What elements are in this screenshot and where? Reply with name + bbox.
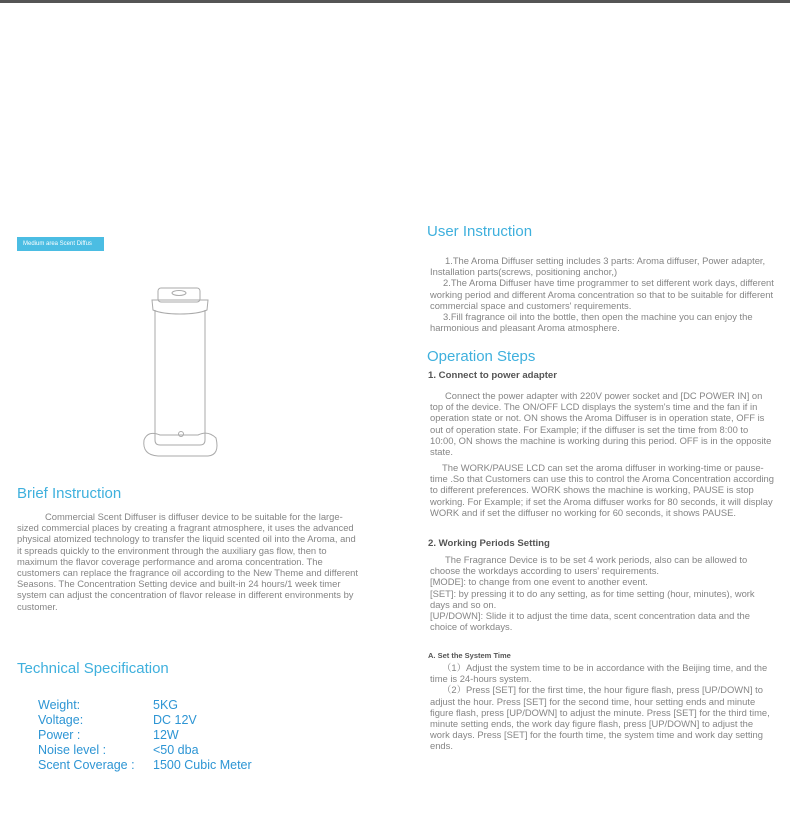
top-border <box>0 0 790 3</box>
user-text <box>430 255 775 333</box>
brief-text: Commercial Scent Diffuser is diffuser device to be suitable for the large-sized commercial places by creating a fragrant atmosphere, it uses the advanced physical atomized technology to transfer the liquid scented oil into the Aroma, and it spreads quickly to the environment through the auxiliary gas flow, then to maximum the flavor coverage performance and aroma concentration. The customers can replace the fragrance oil according to the New Theme and different Seasons. The Concentration Setting device and built-in 24 hours/1 week timer system can adjust the concentration of flavor release in different environments by customer. <box>17 511 358 612</box>
step2-para: [UP/DOWN]: Slide it to adjust the time data, scent concentration data and the choice of workdays. <box>430 610 750 633</box>
user-item: 1.The Aroma Diffuser setting includes 3 parts: Aroma diffuser, Power adapter, Installation parts(screws, positioning anchor,) <box>430 255 766 278</box>
spec-key: Weight: <box>38 698 81 712</box>
spec-row <box>38 743 252 758</box>
spec-row <box>38 713 252 728</box>
section-a-para: （1）Adjust the system time to be in accordance with the Beijing time, and the time is 24-hours system. <box>430 662 768 685</box>
brief-title: Brief Instruction <box>17 485 122 502</box>
spec-value: 12W <box>153 728 179 742</box>
section-a-title: A. Set the System Time <box>428 651 511 660</box>
spec-row <box>38 698 252 713</box>
user-item: 2.The Aroma Diffuser have time programmer to set different work days, different working period and different Aroma concentration so that to be suitable for different commercial space and customers' requirements. <box>430 277 774 311</box>
step1-para2: The WORK/PAUSE LCD can set the aroma diffuser in working-time or pause-time .So that Customers can use this to control the Aroma Concentration according to different preferences. WORK shows the machine is working, PAUSE is stop working. For Example; if set the Aroma diffuser works for 80 seconds, it will display WORK and if set the diffuser no working for 60 seconds, it shows PAUSE. <box>430 462 774 518</box>
spec-key: Noise level : <box>38 743 107 757</box>
step1-title: 1. Connect to power adapter <box>428 370 558 381</box>
spec-row <box>38 728 252 743</box>
spec-value: 1500 Cubic Meter <box>153 758 252 772</box>
user-item: 3.Fill fragrance oil into the bottle, then open the machine you can enjoy the harmonious and pleasant Aroma atmosphere. <box>430 311 753 334</box>
diffuser-illustration <box>138 280 228 460</box>
tech-title: Technical Specification <box>17 660 169 677</box>
step2-text <box>430 554 775 632</box>
step1-para1: Connect the power adapter with 220V power socket and [DC POWER IN] on top of the device. The ON/OFF LCD displays the system's time and the fan if in operation state or not. ON shows the Aroma Diffuser is in operation state, OFF is out of operation state. For Example; if the diffuser is set the time from 8:00 to 10:00, ON shows the machine is working during this period. OFF is in the opposite state. <box>430 390 772 458</box>
spec-value: DC 12V <box>153 713 197 727</box>
section-a-text <box>430 662 775 752</box>
spec-key: Power : <box>38 728 81 742</box>
spec-key: Scent Coverage : <box>38 758 135 772</box>
ops-title: Operation Steps <box>427 348 536 365</box>
spec-value: 5KG <box>153 698 179 712</box>
spec-table <box>38 698 252 773</box>
section-a-para: （2）Press [SET] for the first time, the hour figure flash, press [UP/DOWN] to adjust the hour. Press [SET] for the second time, hour setting ends and minute figure flash, press [UP/DOWN] to adjust the minute. Press [SET] for the third time, minute setting ends, the work day figure flash, press [UP/DOWN] to adjust the work days. Press [SET] for the fourth time, the system time and work day setting ends. <box>430 684 770 752</box>
spec-value: <50 dba <box>153 743 199 757</box>
spec-key: Voltage: <box>38 713 84 727</box>
step2-para: The Fragrance Device is to be set 4 work periods, also can be allowed to choose the workdays according to users' requirements. <box>430 554 748 577</box>
spec-row <box>38 758 252 773</box>
user-title: User Instruction <box>427 223 533 240</box>
product-tag: Medium area Scent Diffus <box>17 237 104 251</box>
step2-para: [MODE]: to change from one event to another event. <box>430 576 648 588</box>
step2-title: 2. Working Periods Setting <box>428 538 550 549</box>
step2-para: [SET]: by pressing it to do any setting, as for time setting (hour, minutes), work days and so on. <box>430 587 755 610</box>
